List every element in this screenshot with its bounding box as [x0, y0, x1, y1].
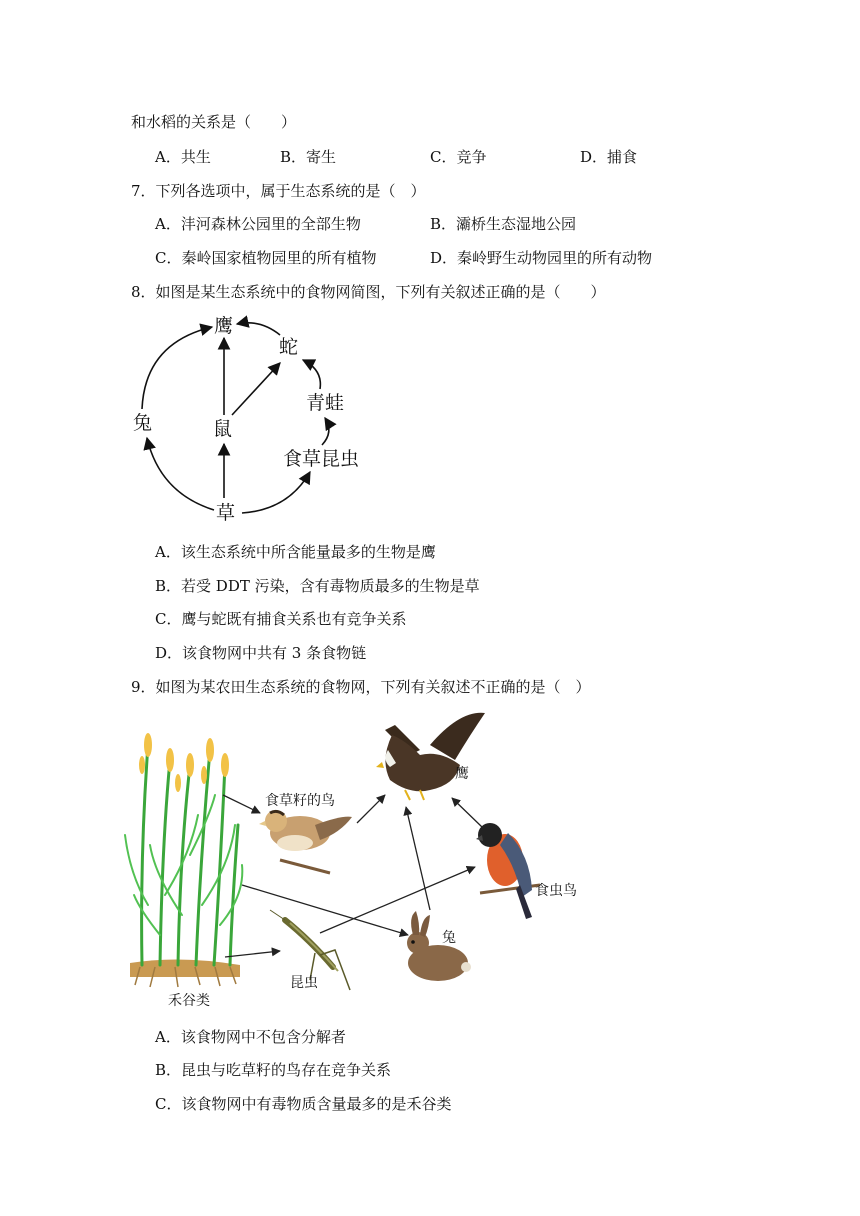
q8-arrow-frog-snake — [303, 360, 320, 389]
q9-arrow-seed-bird-hawk — [357, 795, 385, 823]
q8-option-c: C．鹰与蛇既有捕食关系也有竞争关系 — [155, 610, 407, 628]
hawk-illustration — [376, 713, 485, 800]
q7-option-b: B．灞桥生态湿地公园 — [430, 215, 577, 233]
q9-label-grain: 禾谷类 — [168, 993, 210, 1009]
grain-plant-illustration — [125, 733, 242, 987]
q6-stem-tail: 和水稻的关系是（ ） — [131, 113, 297, 131]
q7-option-c: C．秦岭国家植物园里的所有植物 — [155, 249, 377, 267]
q9-stem: 9．如图为某农田生态系统的食物网，下列有关叙述不正确的是（ ） — [131, 678, 591, 696]
q9-label-insect-bird: 食虫鸟 — [535, 883, 577, 899]
q9-option-a: A．该食物网中不包含分解者 — [155, 1028, 346, 1046]
q8-stem: 8．如图是某生态系统中的食物网简图，下列有关叙述正确的是（ ） — [131, 283, 606, 301]
q8-arrow-insect-frog — [322, 418, 329, 445]
q8-option-d: D．该食物网中共有 3 条食物链 — [155, 644, 367, 662]
q8-node-rabbit: 兔 — [133, 412, 153, 434]
q9-arrow-grain-insect — [225, 951, 280, 957]
q8-arrow-mouse-snake — [232, 363, 280, 415]
q8-node-hawk: 鹰 — [214, 315, 234, 337]
q9-label-insect: 昆虫 — [290, 975, 318, 991]
q6-option-a: A．共生 — [155, 148, 211, 166]
q9-arrow-grain-seed-bird — [223, 795, 260, 813]
q8-arrow-rabbit-hawk — [142, 327, 212, 409]
q6-option-d: D．捕食 — [580, 148, 638, 166]
q8-food-web-diagram — [120, 305, 380, 530]
q8-node-mouse: 鼠 — [213, 418, 233, 440]
q9-option-c: C．该食物网中有毒物质含量最多的是禾谷类 — [155, 1095, 452, 1113]
q7-option-a: A．沣河森林公园里的全部生物 — [155, 215, 361, 233]
q8-node-insect: 食草昆虫 — [283, 448, 360, 470]
q8-node-frog: 青蛙 — [306, 392, 345, 414]
q8-node-snake: 蛇 — [279, 336, 299, 358]
q8-arrow-grass-insect — [242, 472, 310, 513]
q6-option-b: B．寄生 — [280, 148, 337, 166]
q8-node-grass: 草 — [216, 502, 236, 524]
q9-option-b: B．昆虫与吃草籽的鸟存在竞争关系 — [155, 1061, 392, 1079]
q9-arrow-grain-rabbit — [242, 885, 408, 935]
q9-arrow-insect-bird-hawk — [452, 798, 482, 827]
q9-label-rabbit: 兔 — [442, 930, 456, 946]
rabbit-illustration — [407, 911, 471, 981]
q8-arrow-snake-hawk — [237, 323, 280, 335]
q8-option-b: B．若受 DDT 污染，含有毒物质最多的生物是草 — [155, 577, 480, 595]
q8-arrow-grass-rabbit — [147, 438, 214, 510]
seed-bird-illustration — [259, 810, 352, 873]
q9-label-seed-bird: 食草籽的鸟 — [265, 793, 335, 809]
q9-label-hawk: 鹰 — [455, 766, 469, 782]
q7-stem: 7．下列各选项中，属于生态系统的是（ ） — [131, 182, 426, 200]
q7-option-d: D．秦岭野生动物园里的所有动物 — [430, 249, 653, 267]
q6-option-c: C．竞争 — [430, 148, 487, 166]
q9-farmland-food-web-diagram — [120, 705, 600, 1015]
insect-bird-illustration — [476, 823, 540, 919]
q9-arrow-insect-insect-bird — [320, 867, 475, 933]
q8-option-a: A．该生态系统中所含能量最多的生物是鹰 — [155, 543, 436, 561]
